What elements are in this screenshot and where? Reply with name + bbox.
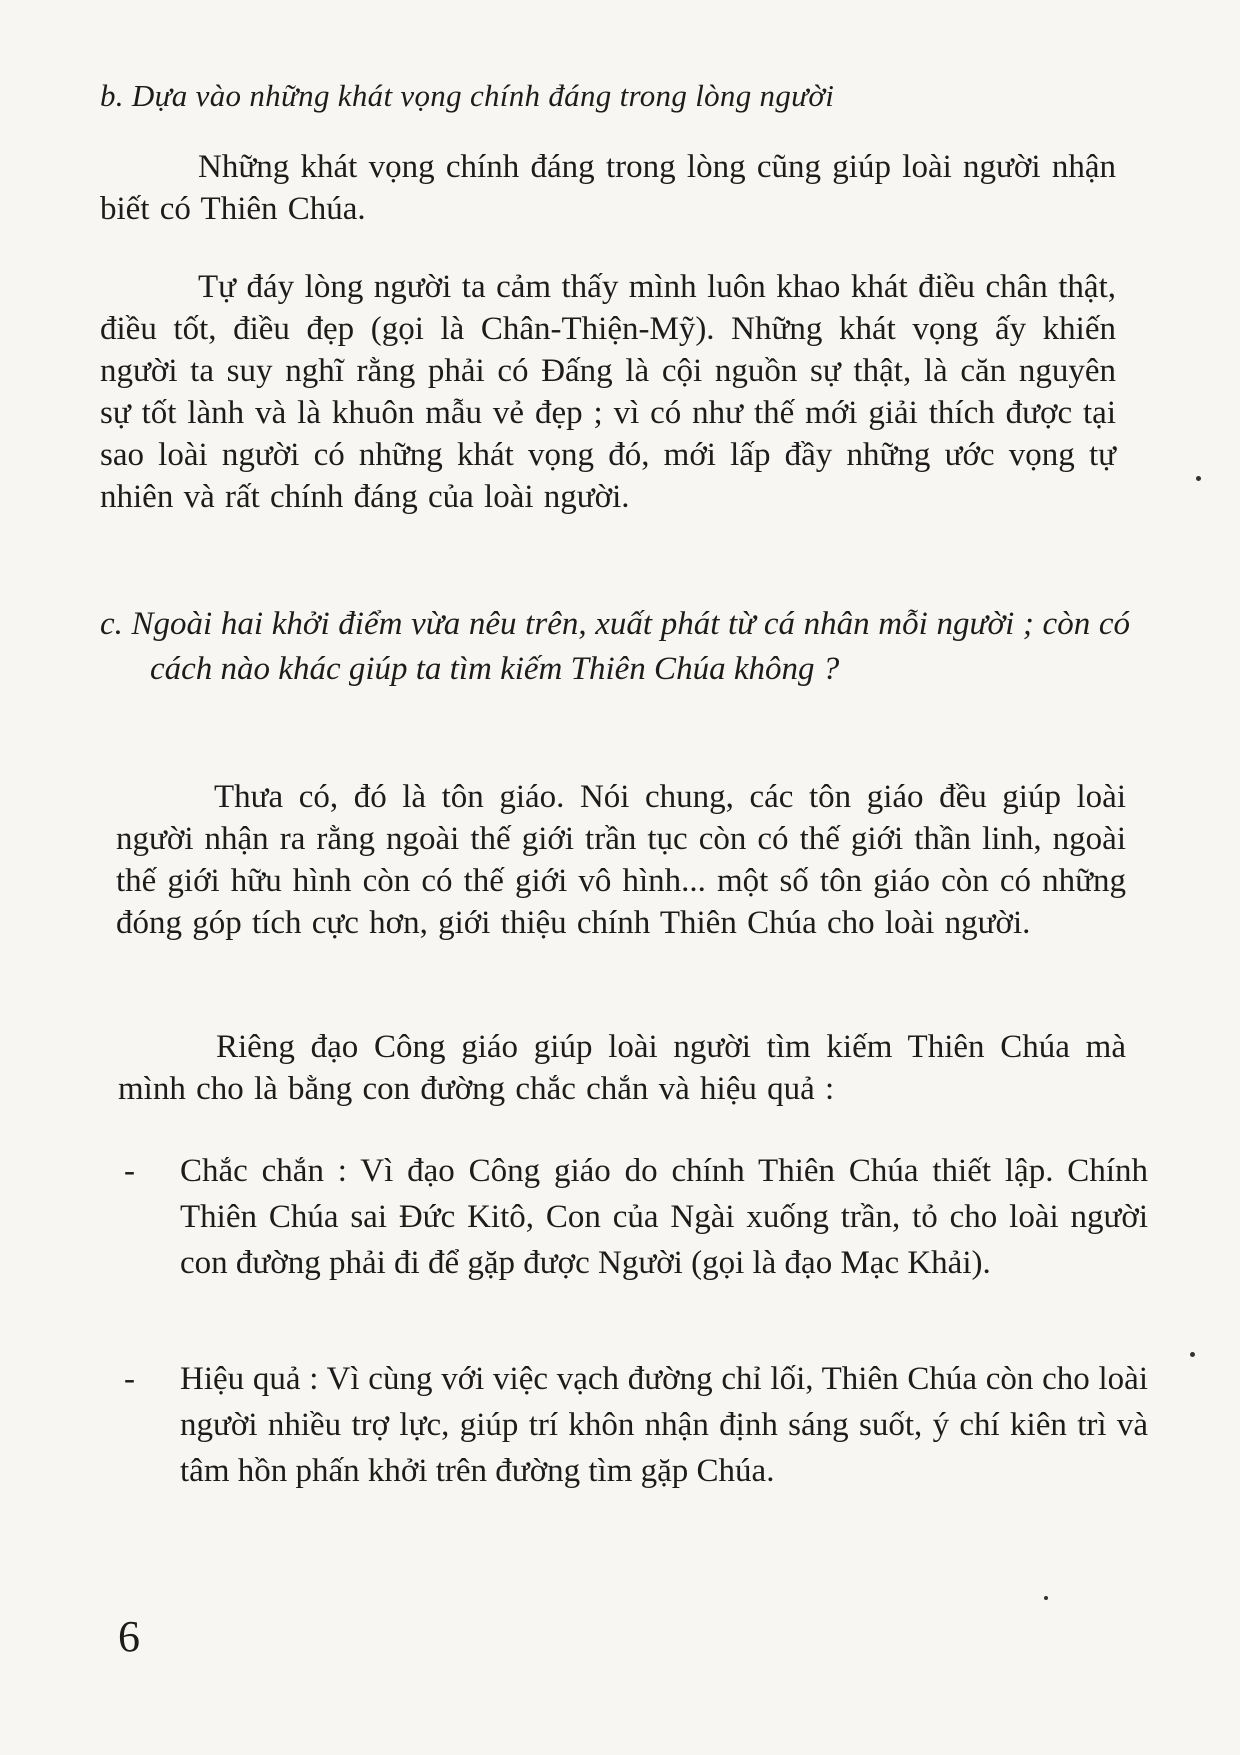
- bullet-dash: -: [124, 1153, 135, 1189]
- section-c-question: c. Ngoài hai khởi điểm vừa nêu trên, xuất phát từ cá nhân mỗi người ; còn có cách nào khác giúp ta tìm kiếm Thiên Chúa không ?: [100, 606, 1130, 687]
- bullet-dash: -: [124, 1361, 135, 1397]
- bullet-list-effective: [118, 1356, 1148, 1494]
- bullet-list-certain: [118, 1148, 1148, 1286]
- section-b-paragraph-2: Tự đáy lòng người ta cảm thấy mình luôn khao khát điều chân thật, điều tốt, điều đẹp (gọi là Chân-Thiện-Mỹ). Những khát vọng ấy khiến người ta suy nghĩ rằng phải có Đấng là cội nguồn sự thật, là căn nguyên sự tốt lành và là khuôn mẫu vẻ đẹp ; vì có như thế mới giải thích được tại sao loài người có những khát vọng đó, mới lấp đầy những ước vọng tự nhiên và rất chính đáng của loài người.: [100, 269, 1116, 515]
- section-c-paragraph-2: Riêng đạo Công giáo giúp loài người tìm kiếm Thiên Chúa mà mình cho là bằng con đường chắc chắn và hiệu quả :: [118, 1029, 1126, 1107]
- section-b-paragraph-1: Những khát vọng chính đáng trong lòng cũng giúp loài người nhận biết có Thiên Chúa.: [100, 149, 1116, 227]
- scan-speck: [1190, 1352, 1195, 1357]
- bullet-item-effective: [118, 1356, 1148, 1494]
- bullet-text-effective: Hiệu quả : Vì cùng với việc vạch đường chỉ lối, Thiên Chúa còn cho loài người nhiều trợ lực, giúp trí khôn nhận định sáng suốt, ý chí kiên trì và tâm hồn phấn khởi trên đường tìm gặp Chúa.: [180, 1361, 1148, 1489]
- scan-speck: [1044, 1596, 1048, 1600]
- bullet-item-certain: [118, 1148, 1148, 1286]
- page-number: 6: [118, 1612, 140, 1661]
- section-c-paragraph-1: Thưa có, đó là tôn giáo. Nói chung, các tôn giáo đều giúp loài người nhận ra rằng ngoài thế giới trần tục còn có thế giới thần linh, ngoài thế giới hữu hình còn có thế giới vô hình... một số tôn giáo còn có những đóng góp tích cực hơn, giới thiệu chính Thiên Chúa cho loài người.: [116, 779, 1126, 941]
- section-b-heading: b. Dựa vào những khát vọng chính đáng trong lòng người: [100, 78, 835, 113]
- bullet-text-certain: Chắc chắn : Vì đạo Công giáo do chính Thiên Chúa thiết lập. Chính Thiên Chúa sai Đức Kitô, Con của Ngài xuống trần, tỏ cho loài người con đường phải đi để gặp được Người (gọi là đạo Mạc Khải).: [180, 1153, 1148, 1281]
- scan-speck: [1196, 476, 1201, 481]
